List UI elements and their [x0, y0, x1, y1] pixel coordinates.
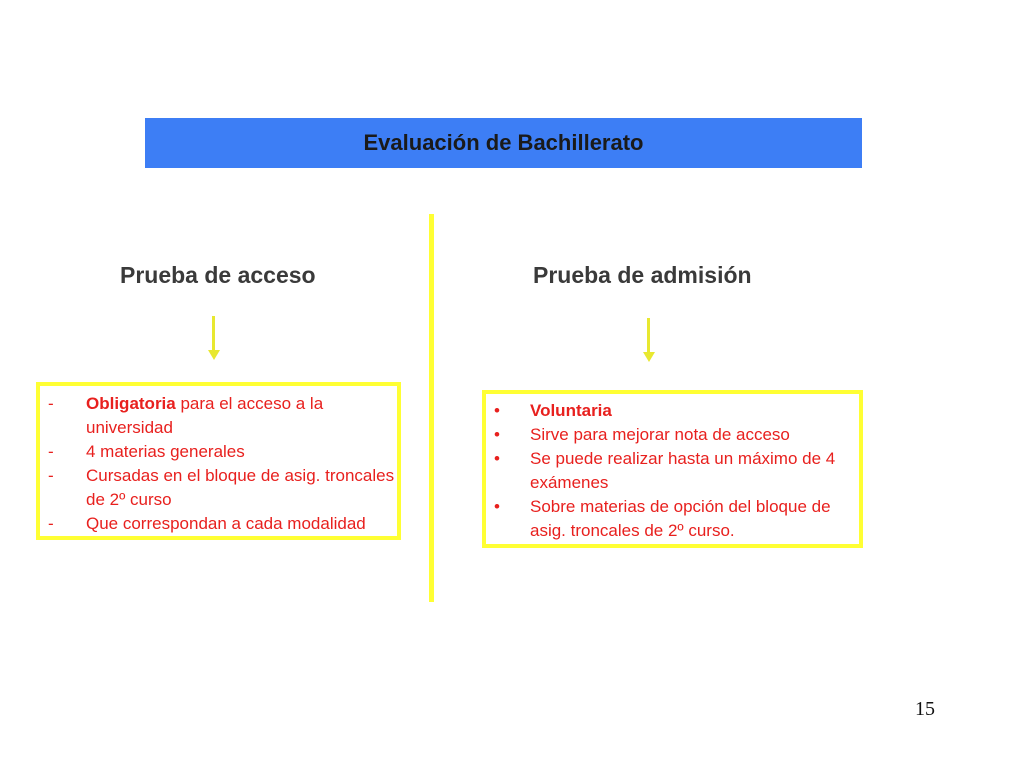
right-down-arrow-icon: [642, 318, 656, 362]
title-banner: [145, 118, 862, 168]
left-heading: Prueba de acceso: [120, 262, 316, 288]
list-item: - Que correspondan a cada modalidad: [48, 514, 366, 533]
list-item: - Cursadas en el bloque de asig. troncales de 2º curso: [48, 466, 395, 509]
left-list: [48, 392, 398, 536]
right-heading: Prueba de admisión: [533, 262, 752, 288]
list-item: • Sirve para mejorar nota de acceso: [494, 425, 790, 444]
list-item: - 4 materias generales: [48, 442, 245, 461]
list-item: - Obligatoria para el acceso a la universidad: [48, 394, 324, 437]
list-item: • Voluntaria: [494, 401, 612, 420]
list-item: • Sobre materias de opción del bloque de asig. troncales de 2º curso.: [494, 497, 831, 540]
right-list: [494, 399, 859, 543]
list-item: • Se puede realizar hasta un máximo de 4 exámenes: [494, 449, 836, 492]
slide-title: Evaluación de Bachillerato: [363, 130, 644, 155]
page-number: 15: [915, 698, 935, 720]
left-down-arrow-icon: [207, 316, 221, 360]
right-box: [482, 390, 863, 548]
left-box: [36, 382, 401, 540]
center-divider: [429, 214, 434, 602]
